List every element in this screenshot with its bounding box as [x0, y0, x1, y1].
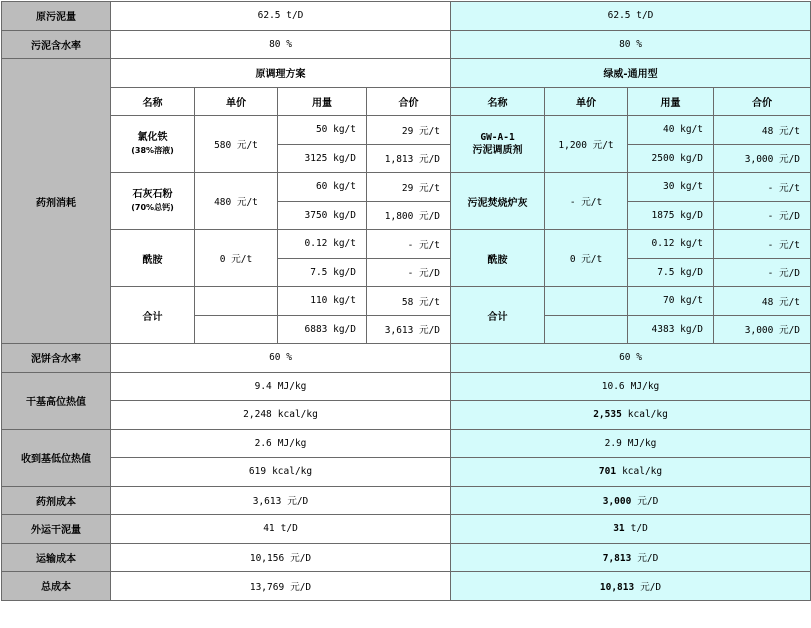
cake-moisture-right: 60 % [451, 344, 811, 373]
left-item-amount: 7.5 kg/D [278, 258, 367, 287]
right-sum-price [545, 287, 628, 316]
left-sum-price-empty [195, 315, 278, 344]
right-sum-total: 48 元/t [714, 287, 811, 316]
right-item-note: 污泥调质剂 [472, 145, 523, 156]
left-item-total: 1,813 元/D [367, 144, 451, 173]
recv-lhv-left-mj [111, 429, 451, 458]
right-item-price: 1,200 元/t [545, 116, 628, 173]
right-col-amount: 用量 [628, 87, 714, 116]
right-item-price: 0 元/t [545, 230, 628, 287]
right-item-amount: 7.5 kg/D [628, 258, 714, 287]
unit: kcal/kg [277, 409, 318, 421]
row-transport-cost [2, 543, 811, 572]
right-item-amount: 1875 kg/D [628, 201, 714, 230]
left-item-name: 酰胺 [111, 230, 195, 287]
unit: 元/D [637, 496, 659, 508]
transport-cost-right [451, 543, 811, 572]
label-total-cost: 总成本 [2, 572, 111, 601]
raw-sludge-left: 62.5 t/D [111, 2, 451, 31]
label-recv-lhv: 收到基低位热值 [2, 429, 111, 486]
item-row-total [2, 287, 811, 316]
left-item-total: 29 元/t [367, 116, 451, 145]
right-col-total: 合价 [714, 87, 811, 116]
left-item-name-text: 氯化铁 [137, 132, 168, 143]
row-dry-hhv-kcal [2, 401, 811, 430]
value: 7,813 [602, 553, 632, 565]
row-raw-sludge [2, 2, 811, 31]
cake-moisture-left: 60 % [111, 344, 451, 373]
right-sum-amount: 70 kg/t [628, 287, 714, 316]
left-item-total: 29 元/t [367, 173, 451, 202]
value: 2.9 [604, 437, 622, 449]
label-sludge-moisture: 污泥含水率 [2, 30, 111, 59]
right-item-total: - 元/t [714, 173, 811, 202]
row-chemical-headers [2, 87, 811, 116]
transport-cost-left [111, 543, 451, 572]
left-item-amount: 3750 kg/D [278, 201, 367, 230]
unit: 元/D [290, 553, 312, 565]
unit: kcal/kg [622, 466, 663, 478]
total-cost-right [451, 572, 811, 601]
left-sum-name: 合计 [111, 287, 195, 344]
dry-hhv-right-mj [451, 372, 811, 401]
value: 31 [613, 523, 625, 535]
value: 10,156 [249, 553, 285, 565]
item-row [2, 173, 811, 202]
right-item-name [451, 116, 545, 173]
left-col-total: 合价 [367, 87, 451, 116]
left-item-name-text: 石灰石粉 [132, 189, 173, 200]
unit: 元/D [637, 553, 659, 565]
left-sum-amount: 110 kg/t [278, 287, 367, 316]
right-item-amount: 30 kg/t [628, 173, 714, 202]
dry-out-left [111, 515, 451, 544]
left-item-price: 480 元/t [195, 173, 278, 230]
unit: MJ/kg [277, 380, 307, 392]
value: 3,000 [602, 496, 632, 508]
label-dry-hhv: 干基高位热值 [2, 372, 111, 429]
sludge-moisture-left: 80 % [111, 30, 451, 59]
value: 9.4 [254, 380, 272, 392]
right-item-total: - 元/t [714, 230, 811, 259]
dry-out-right [451, 515, 811, 544]
right-item-name: 酰胺 [451, 230, 545, 287]
value: 13,769 [249, 581, 285, 593]
left-sum-total: 58 元/t [367, 287, 451, 316]
unit: 元/D [640, 581, 662, 593]
right-sum-amount: 4383 kg/D [628, 315, 714, 344]
row-total-cost [2, 572, 811, 601]
dry-hhv-right-kcal [451, 401, 811, 430]
left-col-name: 名称 [111, 87, 195, 116]
item-row [2, 116, 811, 145]
label-cake-moisture: 泥饼含水率 [2, 344, 111, 373]
row-cake-moisture [2, 344, 811, 373]
right-item-amount: 40 kg/t [628, 116, 714, 145]
right-item-total: 48 元/t [714, 116, 811, 145]
total-cost-left [111, 572, 451, 601]
label-transport-cost: 运输成本 [2, 543, 111, 572]
row-recv-lhv [2, 429, 811, 458]
label-raw-sludge: 原污泥量 [2, 2, 111, 31]
left-sum-total: 3,613 元/D [367, 315, 451, 344]
comparison-table [1, 1, 811, 601]
unit: t/D [280, 523, 298, 535]
value: 2,248 [243, 409, 272, 421]
right-item-total: 3,000 元/D [714, 144, 811, 173]
chem-cost-right [451, 486, 811, 515]
unit: MJ/kg [277, 437, 307, 449]
left-sum-amount: 6883 kg/D [278, 315, 367, 344]
unit: MJ/kg [627, 437, 657, 449]
left-sum-price [195, 287, 278, 316]
row-dry-hhv [2, 372, 811, 401]
unit: MJ/kg [630, 380, 660, 392]
right-sum-price-empty [545, 315, 628, 344]
unit: 元/D [287, 496, 309, 508]
left-item-note: (70%总钙) [131, 203, 174, 212]
left-plan-title: 原调理方案 [111, 59, 451, 88]
left-item-amount: 3125 kg/D [278, 144, 367, 173]
left-col-price: 单价 [195, 87, 278, 116]
item-row [2, 230, 811, 259]
unit: kcal/kg [627, 409, 668, 421]
label-chem-cost: 药剂成本 [2, 486, 111, 515]
left-item-note: (38%溶液) [131, 146, 174, 155]
left-item-price: 580 元/t [195, 116, 278, 173]
value: 2.6 [254, 437, 272, 449]
right-item-name: 污泥焚烧炉灰 [451, 173, 545, 230]
left-item-name [111, 173, 195, 230]
left-item-amount: 50 kg/t [278, 116, 367, 145]
right-item-total: - 元/D [714, 258, 811, 287]
value: 10.6 [601, 380, 625, 392]
dry-hhv-left-kcal [111, 401, 451, 430]
dry-hhv-left-mj [111, 372, 451, 401]
left-item-price: 0 元/t [195, 230, 278, 287]
unit: t/D [630, 523, 648, 535]
left-item-total: 1,800 元/D [367, 201, 451, 230]
value: 10,813 [599, 581, 635, 593]
left-item-amount: 0.12 kg/t [278, 230, 367, 259]
chem-cost-left [111, 486, 451, 515]
right-item-price: - 元/t [545, 173, 628, 230]
row-chemical-titles [2, 59, 811, 88]
left-item-amount: 60 kg/t [278, 173, 367, 202]
left-col-amount: 用量 [278, 87, 367, 116]
right-item-total: - 元/D [714, 201, 811, 230]
row-sludge-moisture [2, 30, 811, 59]
raw-sludge-right: 62.5 t/D [451, 2, 811, 31]
value: 619 [248, 466, 267, 478]
recv-lhv-right-mj [451, 429, 811, 458]
label-dry-out: 外运干泥量 [2, 515, 111, 544]
right-sum-name: 合计 [451, 287, 545, 344]
unit: 元/D [290, 581, 312, 593]
left-item-total: - 元/D [367, 258, 451, 287]
recv-lhv-left-kcal [111, 458, 451, 487]
row-chem-cost [2, 486, 811, 515]
value: 701 [598, 466, 617, 478]
sludge-moisture-right: 80 % [451, 30, 811, 59]
right-sum-total: 3,000 元/D [714, 315, 811, 344]
value: 41 [263, 523, 275, 535]
right-col-name: 名称 [451, 87, 545, 116]
left-item-total: - 元/t [367, 230, 451, 259]
right-item-amount: 2500 kg/D [628, 144, 714, 173]
unit: kcal/kg [272, 466, 313, 478]
right-col-price: 单价 [545, 87, 628, 116]
label-chemical: 药剂消耗 [2, 59, 111, 344]
left-item-name [111, 116, 195, 173]
row-recv-lhv-kcal [2, 458, 811, 487]
row-dry-out [2, 515, 811, 544]
right-item-name-text: GW-A-1 [480, 132, 515, 143]
value: 2,535 [593, 409, 622, 421]
recv-lhv-right-kcal [451, 458, 811, 487]
right-item-amount: 0.12 kg/t [628, 230, 714, 259]
value: 3,613 [252, 496, 282, 508]
right-plan-title: 绿威-通用型 [451, 59, 811, 88]
